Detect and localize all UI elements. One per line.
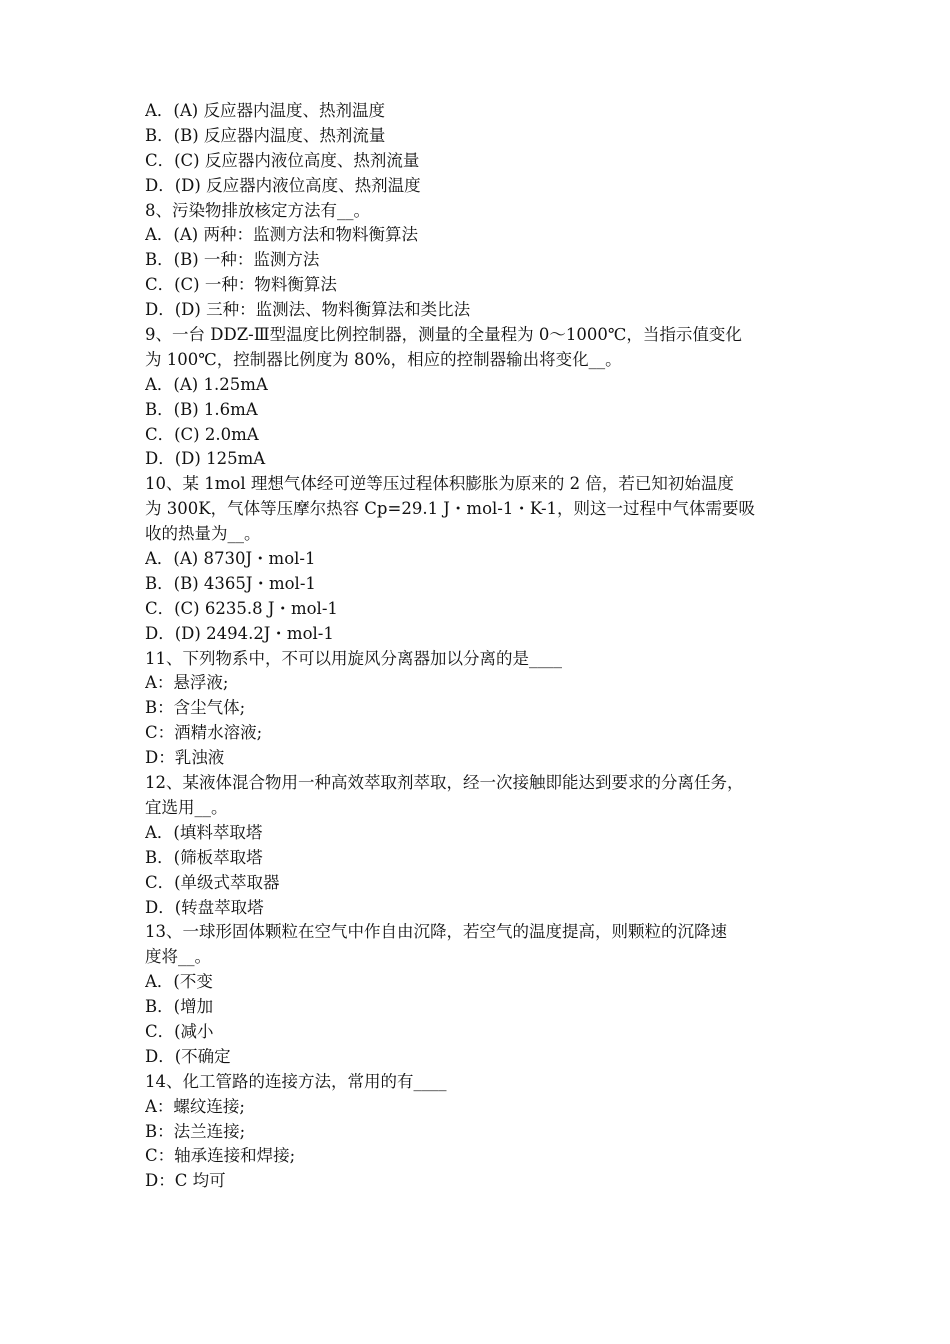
text-line: B：法兰连接;: [145, 1121, 246, 1141]
document-body: [145, 99, 810, 1194]
text-line: C．(减小: [145, 1021, 214, 1041]
text-line: D．(D) 三种：监测法、物料衡算法和类比法: [145, 300, 471, 320]
text-line: B．(B) 4365J・mol-1: [145, 573, 316, 593]
text-line: D：C 均可: [145, 1171, 226, 1191]
text-line: 12、某液体混合物用一种高效萃取剂萃取，经一次接触即能达到要求的分离任务，: [145, 773, 744, 793]
text-line: D．(D) 反应器内液位高度、热剂温度: [145, 175, 421, 195]
text-line: 度将__。: [145, 947, 211, 967]
text-line: 9、一台 DDZ-Ⅲ型温度比例控制器，测量的全量程为 0～1000℃，当指示值变化: [145, 325, 742, 345]
text-line: B：含尘气体;: [145, 698, 246, 718]
text-line: D．(不确定: [145, 1046, 231, 1066]
text-line: B．(增加: [145, 997, 214, 1017]
text-line: D．(D) 2494.2J・mol-1: [145, 623, 334, 643]
text-line: C．(C) 一种：物料衡算法: [145, 275, 337, 295]
text-line: C：轴承连接和焊接;: [145, 1146, 296, 1166]
text-line: A．(A) 反应器内温度、热剂温度: [145, 101, 385, 120]
text-line: 收的热量为__。: [145, 524, 261, 544]
text-line: A：悬浮液;: [145, 673, 229, 693]
text-line: C．(C) 2.0mA: [145, 424, 259, 444]
text-line: 宜选用__。: [145, 797, 228, 817]
text-line: 为 300K，气体等压摩尔热容 Cp=29.1 J・mol-1・K-1，则这一过程中气体需要吸: [145, 499, 756, 519]
text-line: A．(填料萃取塔: [145, 822, 263, 842]
text-line: A．(A) 1.25mA: [145, 374, 268, 394]
text-line: D．(D) 125mA: [145, 449, 266, 469]
text-line: B．(B) 反应器内温度、热剂流量: [145, 125, 386, 145]
text-line: C：酒精水溶液;: [145, 723, 263, 743]
text-line: D．(转盘萃取塔: [145, 897, 264, 917]
text-line: 8、污染物排放核定方法有__。: [145, 200, 370, 220]
text-line: C．(单级式萃取器: [145, 872, 280, 892]
text-line: 14、化工管路的连接方法，常用的有____: [145, 1071, 447, 1091]
text-line: A：螺纹连接;: [145, 1096, 245, 1116]
text-line: A．(不变: [145, 972, 213, 992]
text-line: 为 100℃，控制器比例度为 80%，相应的控制器输出将变化__。: [145, 349, 622, 369]
text-line: B．(筛板萃取塔: [145, 847, 263, 867]
text-line: B．(B) 一种：监测方法: [145, 250, 320, 270]
text-line: B．(B) 1.6mA: [145, 399, 258, 419]
text-line: D：乳浊液: [145, 748, 225, 768]
text-line: A．(A) 两种：监测方法和物料衡算法: [145, 225, 418, 245]
text-line: 10、某 1mol 理想气体经可逆等压过程体积膨胀为原来的 2 倍，若已知初始温度: [145, 474, 734, 494]
text-line: 11、下列物系中，不可以用旋风分离器加以分离的是____: [145, 648, 562, 668]
text-line: A．(A) 8730J・mol-1: [145, 549, 316, 569]
text-line: C．(C) 反应器内液位高度、热剂流量: [145, 150, 420, 170]
text-line: 13、一球形固体颗粒在空气中作自由沉降，若空气的温度提高，则颗粒的沉降速: [145, 922, 727, 942]
text-line: C．(C) 6235.8 J・mol-1: [145, 598, 338, 618]
